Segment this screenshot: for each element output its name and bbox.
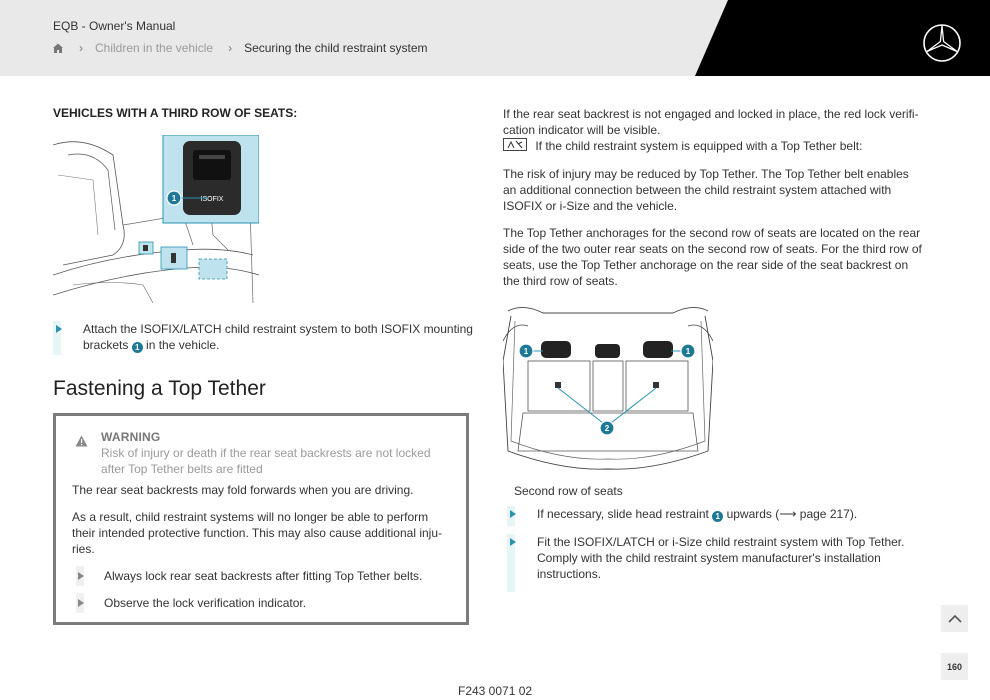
isofix-label: ISOFIX — [200, 196, 224, 203]
warning-paragraph: As a result, child restraint systems will no longer be able to perform their intended protective function. This may also cause additional inju-ries. — [72, 510, 442, 556]
chevron-right-icon: › — [79, 41, 83, 55]
warning-title: WARNING — [101, 430, 161, 444]
chevron-right-icon: › — [228, 41, 233, 55]
section-heading: VEHICLES WITH A THIRD ROW OF SEATS: — [53, 106, 298, 120]
breadcrumb — [52, 41, 428, 55]
manual-title: EQB - Owner's Manual — [53, 19, 176, 33]
home-icon[interactable] — [52, 42, 64, 54]
list-item — [507, 534, 927, 592]
bullet-text: Attach the ISOFIX/LATCH child restraint system to both ISOFIX mounting brackets — [83, 322, 473, 352]
page-number: 160 — [946, 661, 963, 672]
breadcrumb-item-children[interactable]: Children in the vehicle — [95, 41, 214, 55]
chevron-up-icon — [948, 614, 962, 623]
warning-paragraph: The rear seat backrests may fold forwards when you are driving. — [72, 483, 414, 497]
bullet-marker — [76, 593, 84, 613]
bullet-marker — [53, 321, 61, 355]
bullet-text-after: in the vehicle. — [146, 338, 220, 352]
second-row-seats-figure — [503, 301, 713, 471]
paragraph: The risk of injury may be reduced by Top Tether. The Top Tether belt enables an additional connection between the child restraint system attached with ISOFIX or i-Size and the vehicle. — [503, 167, 909, 213]
bullet-marker — [507, 534, 515, 592]
top-tether-icon — [503, 138, 527, 151]
bullet-marker — [76, 566, 84, 586]
warning-bullet-text: Observe the lock verification indicator. — [104, 596, 307, 610]
scroll-up-button[interactable] — [941, 605, 968, 632]
breadcrumb-item-current: Securing the child restraint system — [244, 41, 428, 55]
warning-icon — [75, 435, 88, 447]
section-title: Fastening a Top Tether — [53, 377, 266, 400]
warning-list-item — [76, 566, 422, 586]
bullet-marker — [507, 506, 515, 526]
isofix-figure — [53, 135, 259, 303]
callout-2: 2 — [604, 424, 610, 433]
warning-bullet-text: Always lock rear seat backrests after fitting Top Tether belts. — [104, 569, 423, 583]
list-item — [507, 506, 927, 526]
callout-badge: 1 — [712, 511, 723, 522]
callout-1-left: 1 — [523, 347, 529, 356]
figure-caption: Second row of seats — [514, 484, 623, 498]
paragraph: If the rear seat backrest is not engaged and locked in place, the red lock verifi-cation indicator will be visible. — [503, 107, 919, 137]
bullet-text: Fit the ISOFIX/LATCH or i-Size child restraint system with Top Tether. Comply with the child restraint system manufacturer's installation instructions. — [537, 535, 905, 581]
callout-1-right: 1 — [685, 347, 691, 356]
paragraph: The Top Tether anchorages for the second row of seats are located on the rear side of the two outer rear seats on the second row of seats. For the third row of seats, use the Top Tether anchorage on the rear side of the seat backrest on the third row of seats. — [503, 226, 922, 288]
callout-1: 1 — [171, 194, 177, 203]
warning-box — [53, 413, 469, 625]
paragraph-text: If the child restraint system is equipped with a Top Tether belt: — [535, 139, 863, 153]
mercedes-star-logo — [922, 23, 962, 63]
page-button[interactable] — [941, 653, 968, 680]
figure-code: F243 0071 02 — [458, 684, 533, 698]
bullet-text-after: upwards (⟶ page 217). — [726, 507, 858, 521]
warning-list-item — [76, 593, 306, 613]
list-item — [53, 321, 473, 355]
callout-badge: 1 — [132, 342, 143, 353]
warning-subtitle: Risk of injury or death if the rear seat backrests are not locked after Top Tether belts are fitted — [101, 446, 431, 476]
paragraph — [503, 138, 923, 154]
bullet-text: If necessary, slide head restraint — [537, 507, 709, 521]
